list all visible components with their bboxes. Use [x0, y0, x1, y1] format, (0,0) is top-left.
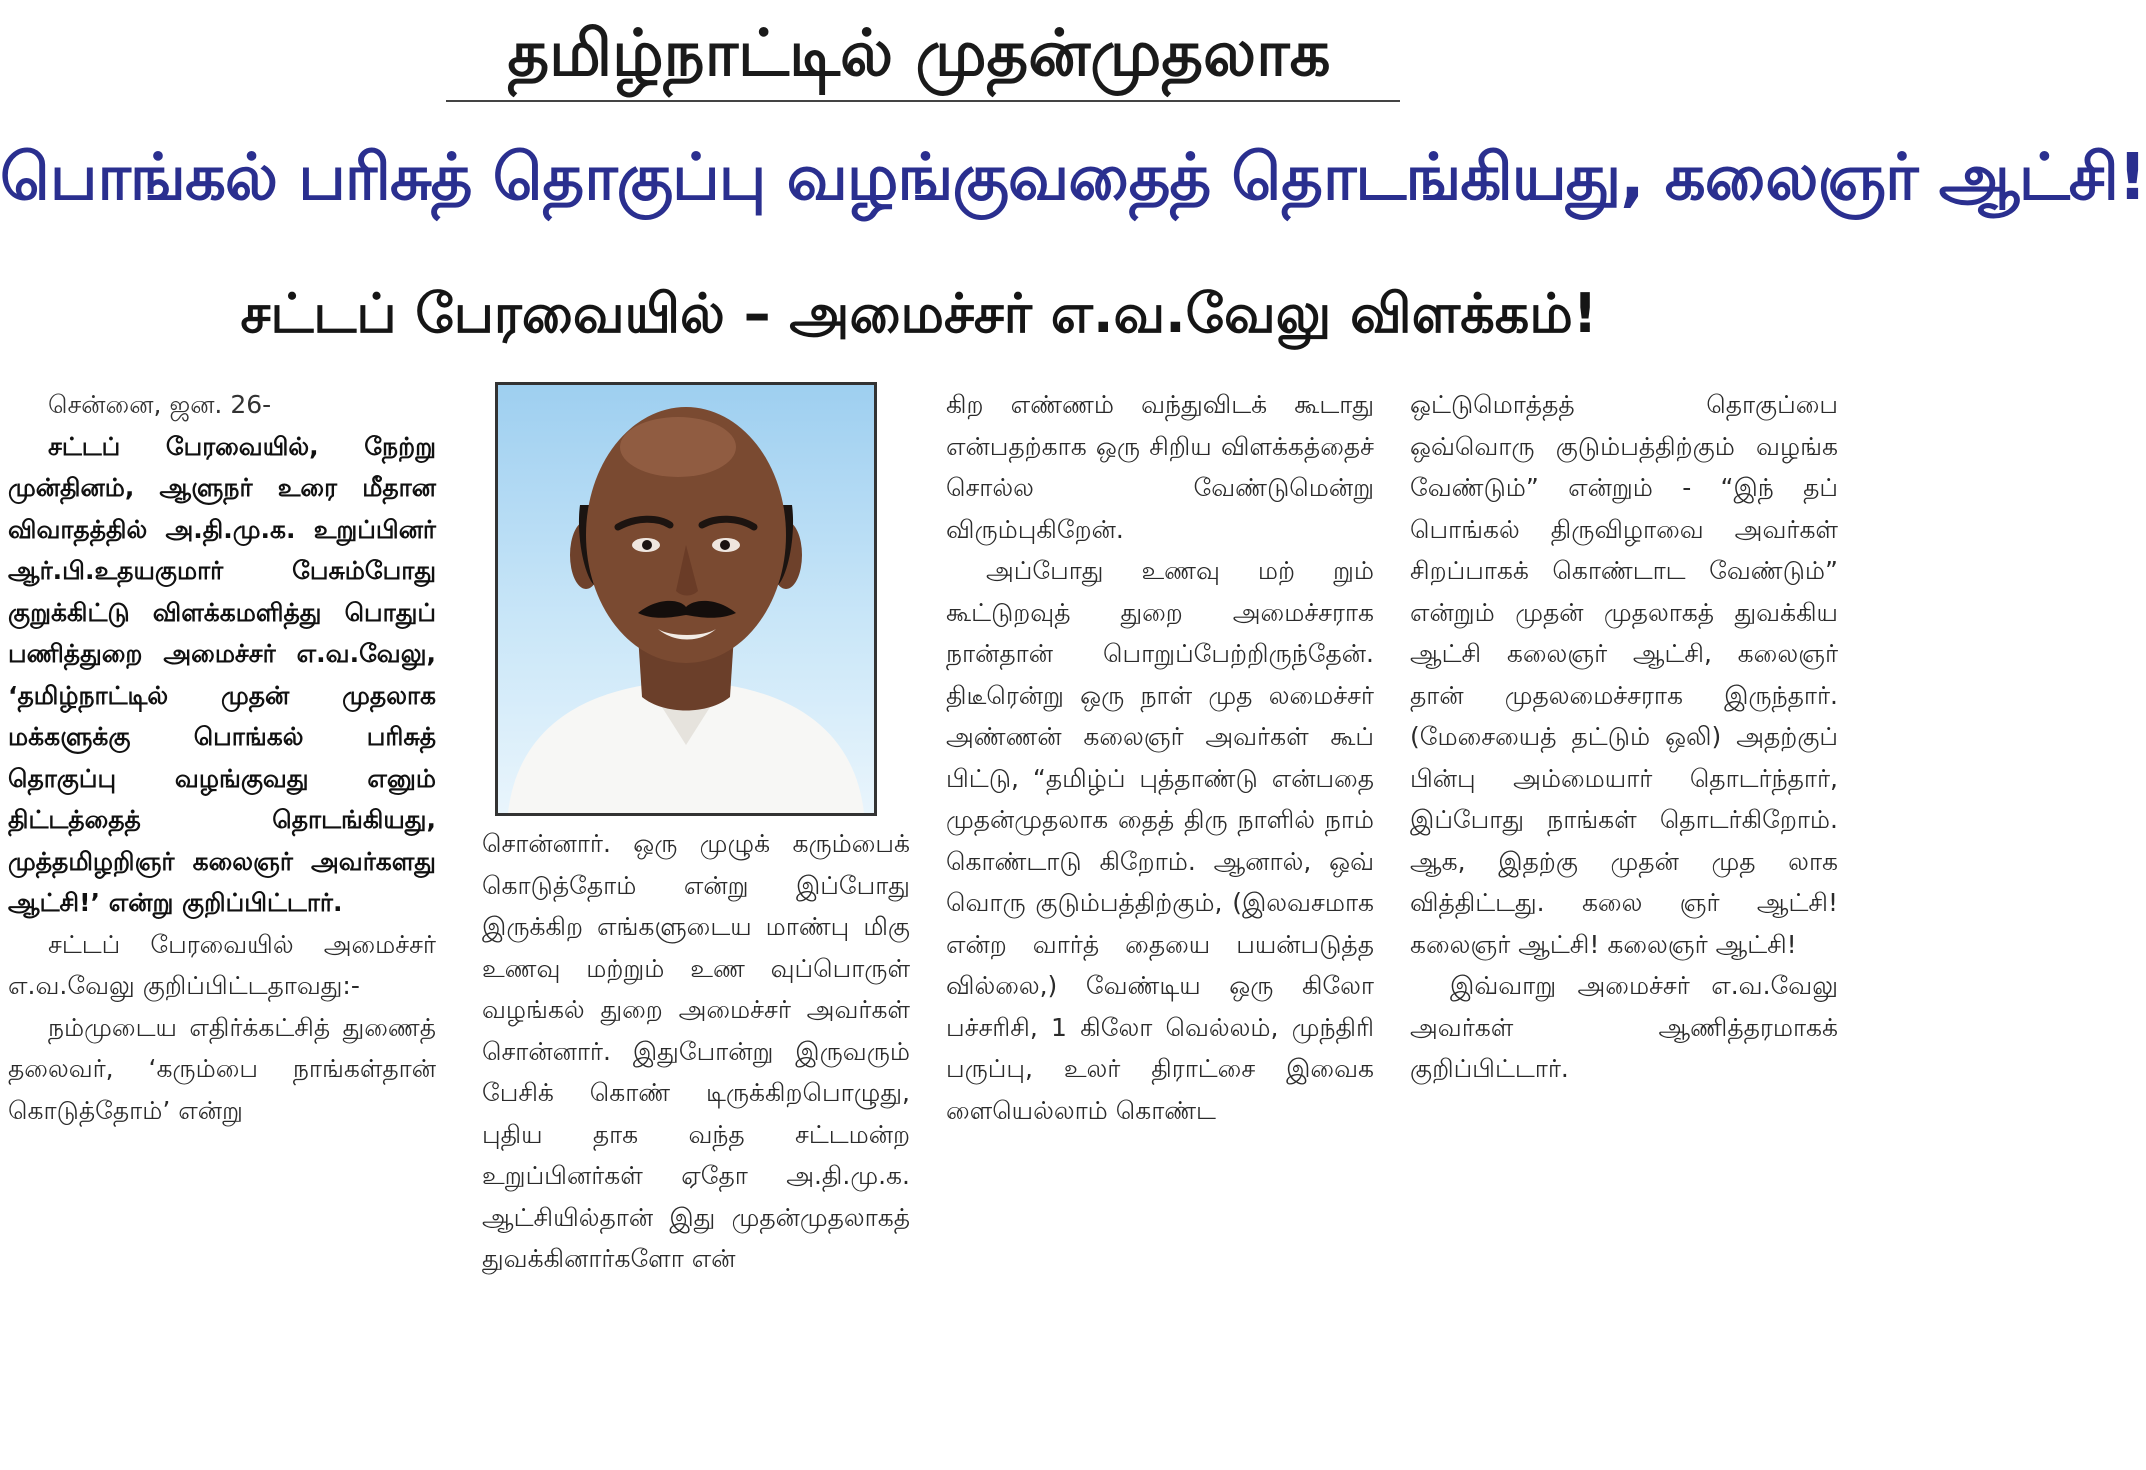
kicker-underline [446, 100, 1400, 102]
kicker-title: தமிழ்நாட்டில் முதன்முதலாக [507, 17, 1331, 91]
article-column-4 [1410, 384, 1838, 1470]
dateline: சென்னை, ஜன. 26- [48, 390, 272, 419]
article-column-2 [482, 823, 910, 1470]
body-paragraph: அப்போது உணவு மற் றும் கூட்டுறவுத் துறை அமைச்சராக நான்தான் பொறுப்பேற்றிருந்தேன். திடீரென்று ஒரு நாள் முத லமைச்சர் அண்ணன் கலைஞர் அவர்கள் கூப் பிட்டு, “தமிழ்ப் புத்தாண்டு என்பதை முதன்முதலாக தைத் திரு நாளில் நாம் கொண்டாடு கிறோம். ஆனால், ஒவ் வொரு குடும்பத்திற்கும், (இலவசமாக என்ற வார்த் தையை பயன்படுத்த வில்லை,) வேண்டிய ஒரு கிலோ பச்சரிசி, 1 கிலோ வெல்லம், முந்திரி பருப்பு, உலர் திராட்சை இவைக ளையெல்லாம் கொண்ட [946, 556, 1374, 1125]
body-paragraph: கிற எண்ணம் வந்துவிடக் கூடாது என்பதற்காக ஒரு சிறிய விளக்கத்தைச் சொல்ல வேண்டுமென்று விரும்புகிறேன். [946, 390, 1374, 544]
article-column-1 [8, 384, 436, 1470]
headline: பொங்கல் பரிசுத் தொகுப்பு வழங்குவதைத் தொடங்கியது, கலைஞர் ஆட்சி! [0, 141, 2146, 215]
body-paragraph: இவ்வாறு அமைச்சர் எ.வ.வேலு அவர்கள் ஆணித்தரமாகக் குறிப்பிட்டார். [1410, 971, 1838, 1083]
body-paragraph: நம்முடைய எதிர்க்கட்சித் துணைத் தலைவர், ‘கரும்பை நாங்கள்தான் கொடுத்தோம்’ என்று [8, 1012, 436, 1125]
subheadline: சட்டப் பேரவையில் – அமைச்சர் எ.வ.வேலு விளக்கம்! [240, 282, 1598, 345]
body-paragraph: ஒட்டுமொத்தத் தொகுப்பை ஒவ்வொரு குடும்பத்திற்கும் வழங்க வேண்டும்” என்றும் - “இந் தப் பொங்கல் திருவிழாவை அவர்கள் சிறப்பாகக் கொண்டாட வேண்டும்” என்றும் முதன் முதலாகத் துவக்கிய ஆட்சி கலைஞர் ஆட்சி, கலைஞர் தான் முதலமைச்சராக இருந்தார். (மேசையைத் தட்டும் ஒலி) அதற்குப் பின்பு அம்மையார் தொடர்ந்தார், இப்போது நாங்கள் தொடர்கிறோம். ஆக, இதற்கு முதன் முத லாக வித்திட்டது. கலை ஞர் ஆட்சி! கலைஞர் ஆட்சி! கலைஞர் ஆட்சி! [1410, 390, 1838, 959]
lede-paragraph: சட்டப் பேரவையில், நேற்று முன்தினம், ஆளுநர் உரை மீதான விவாதத்தில் அ.தி.மு.க. உறுப்பினர் ஆர்.பி.உதயகுமார் பேசும்போது குறுக்கிட்டு விளக்கமளித்து பொதுப் பணித்துறை அமைச்சர் எ.வ.வேலு, ‘தமிழ்நாட்டில் முதன் முதலாக மக்களுக்கு பொங்கல் பரிசுத் தொகுப்பு வழங்குவது எனும் திட்டத்தைத் தொடங்கியது, முத்தமிழறிஞர் கலைஞர் அவர்களது ஆட்சி!’ என்று குறிப்பிட்டார். [8, 431, 436, 917]
article-column-3 [946, 384, 1374, 1470]
body-paragraph: சட்டப் பேரவையில் அமைச்சர் எ.வ.வேலு குறிப்பிட்டதாவது:- [8, 929, 436, 1000]
portrait-illustration [498, 385, 874, 813]
minister-photo [495, 382, 877, 816]
body-paragraph: சொன்னார். ஒரு முழுக் கரும்பைக் கொடுத்தோம் என்று இப்போது இருக்கிற எங்களுடைய மாண்பு மிகு உணவு மற்றும் உண வுப்பொருள் வழங்கல் துறை அமைச்சர் அவர்கள் சொன்னார். இதுபோன்று இருவரும் பேசிக் கொண் டிருக்கிறபொழுது, புதிய தாக வந்த சட்டமன்ற உறுப்பினர்கள் ஏதோ அ.தி.மு.க. ஆட்சியில்தான் இது முதன்முதலாகத் துவக்கினார்களோ என் [482, 829, 910, 1273]
